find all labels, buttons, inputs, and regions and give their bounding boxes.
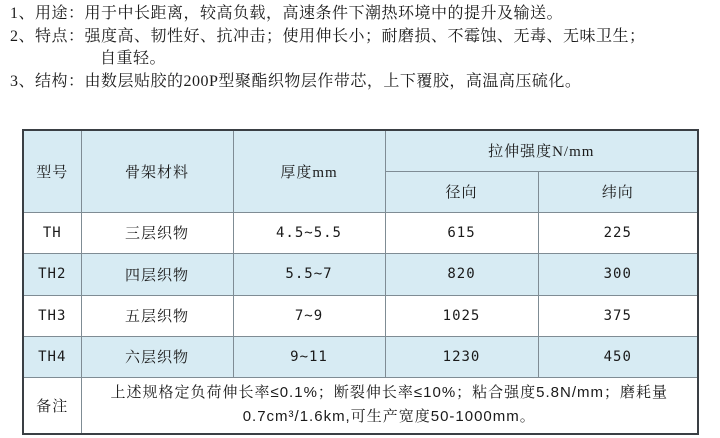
cell-warp: 615	[385, 212, 538, 253]
table-row-th2	[23, 253, 698, 295]
cell-warp: 820	[385, 253, 538, 295]
cell-weft: 300	[538, 253, 698, 295]
intro-line-features-cont: 自重轻。	[100, 50, 167, 67]
cell-thickness: 9~11	[233, 336, 385, 377]
cell-material: 六层织物	[81, 336, 233, 377]
intro-line-structure: 3、结构：由数层贴胶的200P型聚酯织物层作带芯，上下覆胶，高温高压硫化。	[10, 72, 582, 90]
cell-warp: 1230	[385, 336, 538, 377]
table-row-remark	[23, 377, 698, 434]
remark-label: 备注	[23, 377, 81, 434]
cell-weft: 375	[538, 295, 698, 336]
header-model: 型号	[23, 130, 81, 212]
spec-table	[22, 129, 699, 435]
header-thickness: 厚度mm	[233, 130, 385, 212]
cell-model: TH	[23, 212, 81, 253]
header-material: 骨架材料	[81, 130, 233, 212]
table-row-th	[23, 212, 698, 253]
cell-warp: 1025	[385, 295, 538, 336]
cell-material: 五层织物	[81, 295, 233, 336]
cell-model: TH3	[23, 295, 81, 336]
intro-text-block	[10, 3, 710, 93]
cell-thickness: 5.5~7	[233, 253, 385, 295]
header-weft: 纬向	[538, 171, 698, 212]
remark-text: 上述规格定负荷伸长率≤0.1%；断裂伸长率≤10%；粘合强度5.8N/mm；磨耗量0.7cm³/1.6km,可生产宽度50-1000mm。	[81, 377, 698, 434]
intro-line-features: 2、特点：强度高、韧性好、抗冲击；使用伸长小；耐磨损、不霉蚀、无毒、无味卫生；	[10, 27, 646, 45]
cell-model: TH2	[23, 253, 81, 295]
cell-weft: 450	[538, 336, 698, 377]
header-tensile-group: 拉伸强度N/mm	[385, 130, 698, 171]
cell-model: TH4	[23, 336, 81, 377]
cell-thickness: 7~9	[233, 295, 385, 336]
table-row-th3	[23, 295, 698, 336]
intro-line-usage: 1、用途：用于中长距离，较高负载，高速条件下潮热环境中的提升及输送。	[10, 5, 564, 22]
table-row-th4	[23, 336, 698, 377]
cell-material: 三层织物	[81, 212, 233, 253]
cell-weft: 225	[538, 212, 698, 253]
header-warp: 径向	[385, 171, 538, 212]
cell-material: 四层织物	[81, 253, 233, 295]
cell-thickness: 4.5~5.5	[233, 212, 385, 253]
